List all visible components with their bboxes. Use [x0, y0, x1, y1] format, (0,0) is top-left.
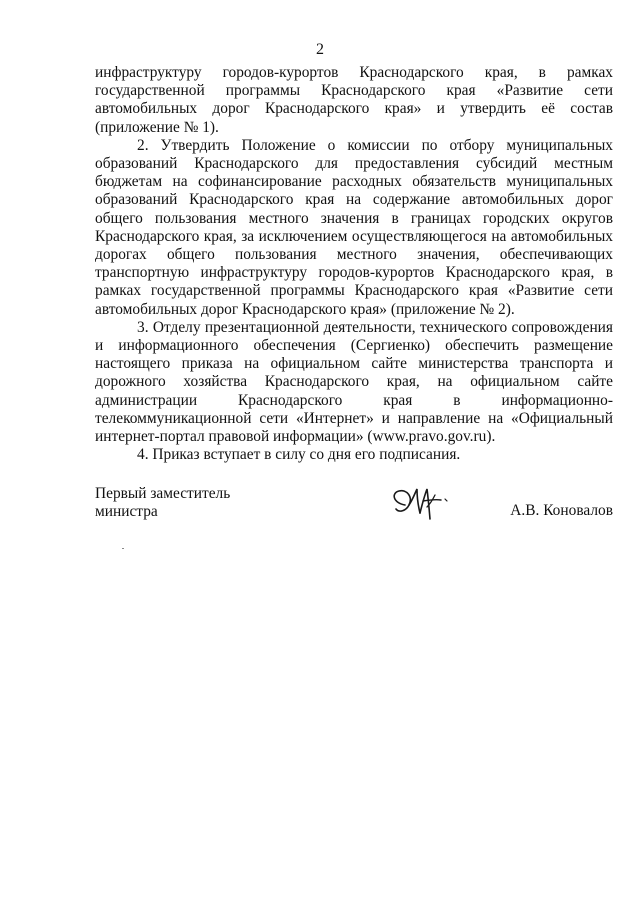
signature-block: [95, 485, 613, 535]
handwritten-signature-icon: [387, 483, 457, 523]
signatory-title-line-1: Первый заместитель: [95, 485, 231, 502]
scan-speck: [122, 548, 124, 549]
paragraph-item-3: 3. Отделу презентационной деятельности, технического сопровождения и информационного обеспечения (Сергиенко) обеспечить размещение настоящего приказа на официальном сайте министерства транспорта и дорожного хозяйства Краснодарского края, на официальном сайте администрации Краснодарского края в информационно-телекоммуникационной сети «Интернет» и направление на «Официальный интернет-портал правовой информации» (www.pravo.gov.ru).: [95, 318, 613, 446]
signatory-title-line-2: министра: [95, 503, 158, 521]
signatory-title: [95, 485, 315, 521]
paragraph-continuation: инфраструктуру городов-курортов Краснодарского края, в рамках государственной программы Краснодарского края «Развитие сети автомобильных дорог Краснодарского края» и утвердить её состав (приложение № 1).: [95, 64, 613, 136]
page-number: 2: [316, 41, 324, 58]
paragraph-item-2: 2. Утвердить Положение о комиссии по отбору муниципальных образований Краснодарского для предоставления субсидий местным бюджетам на софинансирование расходных обязательств муниципальных образований Краснодарского края на содержание автомобильных дорог общего пользования местного значения в границах городских округов Краснодарского края, за исключением осуществляющегося на автомобильных дорогах общего пользования местного значения, обеспечивающих транспортную инфраструктуру городов-курортов Краснодарского края, в рамках государственной программы Краснодарского края «Развитие сети автомобильных дорог Краснодарского края» (приложение № 2).: [95, 136, 613, 318]
paragraph-item-4: 4. Приказ вступает в силу со дня его подписания.: [137, 446, 461, 464]
document-body: [95, 64, 613, 464]
signatory-name: А.В. Коновалов: [510, 502, 613, 519]
